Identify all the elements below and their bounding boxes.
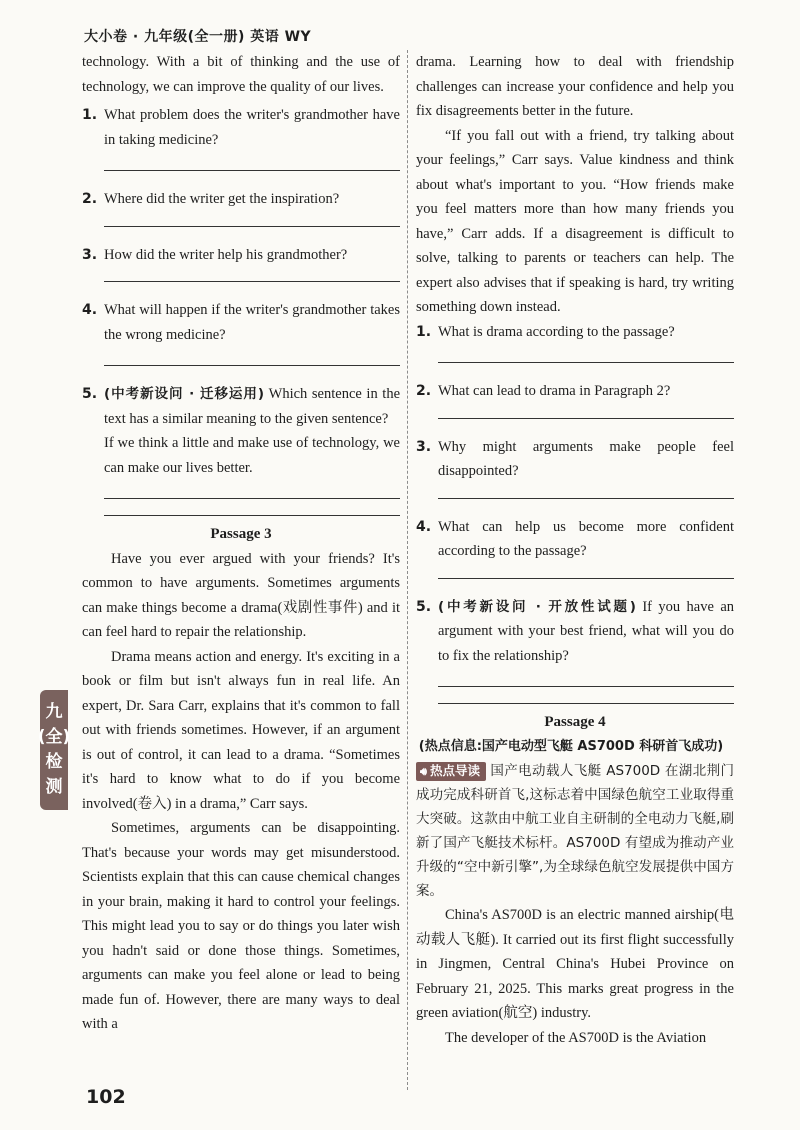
- given-sentence: If we think a little and make use of technology, we can make our lives better.: [104, 435, 400, 476]
- question-number: 1.: [416, 323, 432, 340]
- passage3-title: Passage 3: [210, 526, 272, 542]
- answer-line[interactable]: [104, 480, 400, 499]
- question-text: How did the writer help his grandmother?: [104, 246, 348, 263]
- question-3: [416, 435, 734, 484]
- side-tab-char: 九: [45, 702, 63, 722]
- column-divider: [407, 50, 408, 1090]
- question-number: 4.: [82, 302, 98, 318]
- answer-line[interactable]: [104, 267, 400, 282]
- passage4-paragraph: China's AS700D is an electric manned airship(电动载人飞艇). It carried out its first flight successfully in Jingmen, Central China's Hubei Province on February 21, 2025. This marks great progress in the green aviation(航空) industry.: [416, 907, 734, 1021]
- question-text: Why might arguments make people feel disappointed?: [438, 438, 734, 479]
- question-tag: (中考新设问 · 开放性试题): [438, 598, 636, 615]
- question-text: If you have an argument with your best friend, what will you do to fix the relationship?: [438, 598, 735, 664]
- question-number: 4.: [416, 518, 432, 535]
- question-1: [416, 320, 734, 345]
- question-2: [82, 187, 400, 212]
- question-number: 3.: [82, 246, 98, 263]
- answer-line[interactable]: [104, 152, 400, 171]
- answer-line[interactable]: [438, 344, 734, 363]
- question-text: What is drama according to the passage?: [438, 323, 675, 340]
- side-tab-char: (全): [37, 727, 71, 747]
- hot-guide: [416, 759, 734, 903]
- question-number: 2.: [82, 191, 98, 207]
- question-number: 2.: [416, 383, 432, 399]
- passage4-paragraph: The developer of the AS700D is the Aviation: [445, 1029, 707, 1046]
- answer-line[interactable]: [104, 509, 400, 516]
- passage2-ending: technology. With a bit of thinking and the use of technology, we can improve the quality of our lives.: [82, 54, 400, 95]
- hot-guide-label: 🔊︎ 热点导读: [416, 762, 486, 781]
- right-column: [416, 50, 734, 1050]
- question-text: What can help us become more confident according to the passage?: [438, 518, 734, 559]
- answer-line[interactable]: [438, 404, 734, 419]
- answer-line[interactable]: [438, 484, 734, 499]
- passage3-paragraph: “If you fall out with a friend, try talking about your feelings,” Carr says. Value kindness and think about what's important to you. “How friends make you feel matters more than how many friends you have,” Carr adds. If a disagreement is difficult to solve, talking to parents or teachers can help. The expert also advises that if speaking is hard, try writing something down instead.: [416, 127, 734, 315]
- question-number: 3.: [416, 438, 432, 455]
- question-text: What will happen if the writer's grandmother takes the wrong medicine?: [104, 302, 400, 343]
- passage4-hot-info: (热点信息:国产电动型飞艇 AS700D 科研首飞成功): [418, 738, 724, 754]
- side-tab-char: 检: [45, 752, 63, 772]
- question-5: [82, 382, 400, 431]
- question-number: 1.: [82, 107, 98, 123]
- hot-guide-text: 国产电动载人飞艇 AS700D 在湖北荆门成功完成科研首飞,这标志着中国绿色航空工业取得重大突破。这款由中航工业自主研制的全电动力飞艇,刷新了国产飞艇技术标杆。AS700D 有望成为推动产业升级的“空中新引擎”,为全球绿色航空发展提供中国方案。: [416, 763, 734, 899]
- question-text: Which sentence in the text has a similar meaning to the given sentence?: [104, 386, 401, 427]
- section-side-tab: [37, 690, 71, 810]
- answer-line[interactable]: [104, 347, 400, 366]
- question-3: [82, 243, 400, 268]
- passage3-paragraph: Have you ever argued with your friends? It's common to have arguments. Sometimes arguments can make things become a drama(戏剧性事件) and it can feel hard to repair the relationship.: [82, 550, 400, 640]
- passage4-title: Passage 4: [544, 714, 606, 730]
- speaker-icon: 🔊︎: [420, 765, 427, 778]
- question-number: 5.: [82, 386, 98, 402]
- answer-line[interactable]: [438, 668, 734, 687]
- answer-line[interactable]: [438, 564, 734, 579]
- question-tag: (中考新设问 · 迁移运用): [104, 386, 265, 402]
- question-1: [82, 103, 400, 152]
- question-5: [416, 595, 734, 669]
- answer-line[interactable]: [438, 697, 734, 704]
- passage3-continued: drama. Learning how to deal with friendship challenges can increase your confidence and help you fix disagreements better in the future.: [416, 54, 734, 119]
- side-tab-char: 测: [45, 777, 63, 797]
- page-number: 102: [86, 1086, 126, 1108]
- question-number: 5.: [416, 598, 432, 615]
- question-4: [82, 298, 400, 347]
- passage3-paragraph: Drama means action and energy. It's exciting in a book or film but isn't always fun in real life. An expert, Dr. Sara Carr, explains that it's common to fall out with friends sometimes. However, if an argument is out of control, it can lead to a drama. “Sometimes it's hard to know what to do if you become involved(卷入) in a drama,” Carr says.: [82, 648, 400, 812]
- question-text: What can lead to drama in Paragraph 2?: [438, 383, 671, 399]
- question-text: Where did the writer get the inspiration?: [104, 191, 340, 207]
- question-2: [416, 379, 734, 404]
- left-column: [82, 50, 400, 1037]
- page-header: 大小卷 · 九年级(全一册) 英语 WY: [84, 29, 312, 45]
- question-text: What problem does the writer's grandmother have in taking medicine?: [104, 107, 400, 148]
- question-4: [416, 515, 734, 564]
- passage3-paragraph: Sometimes, arguments can be disappointing. That's because your words may get misunderstood. Scientists explain that this can cause chemical changes in your brain, making it hard to control your feelings. This might lead you to say or do things you later wish you hadn't said or done those things. Sometimes, arguments can make you feel alone or lead to being made fun of. However, there are many ways to deal with a: [82, 820, 400, 1032]
- answer-line[interactable]: [104, 212, 400, 227]
